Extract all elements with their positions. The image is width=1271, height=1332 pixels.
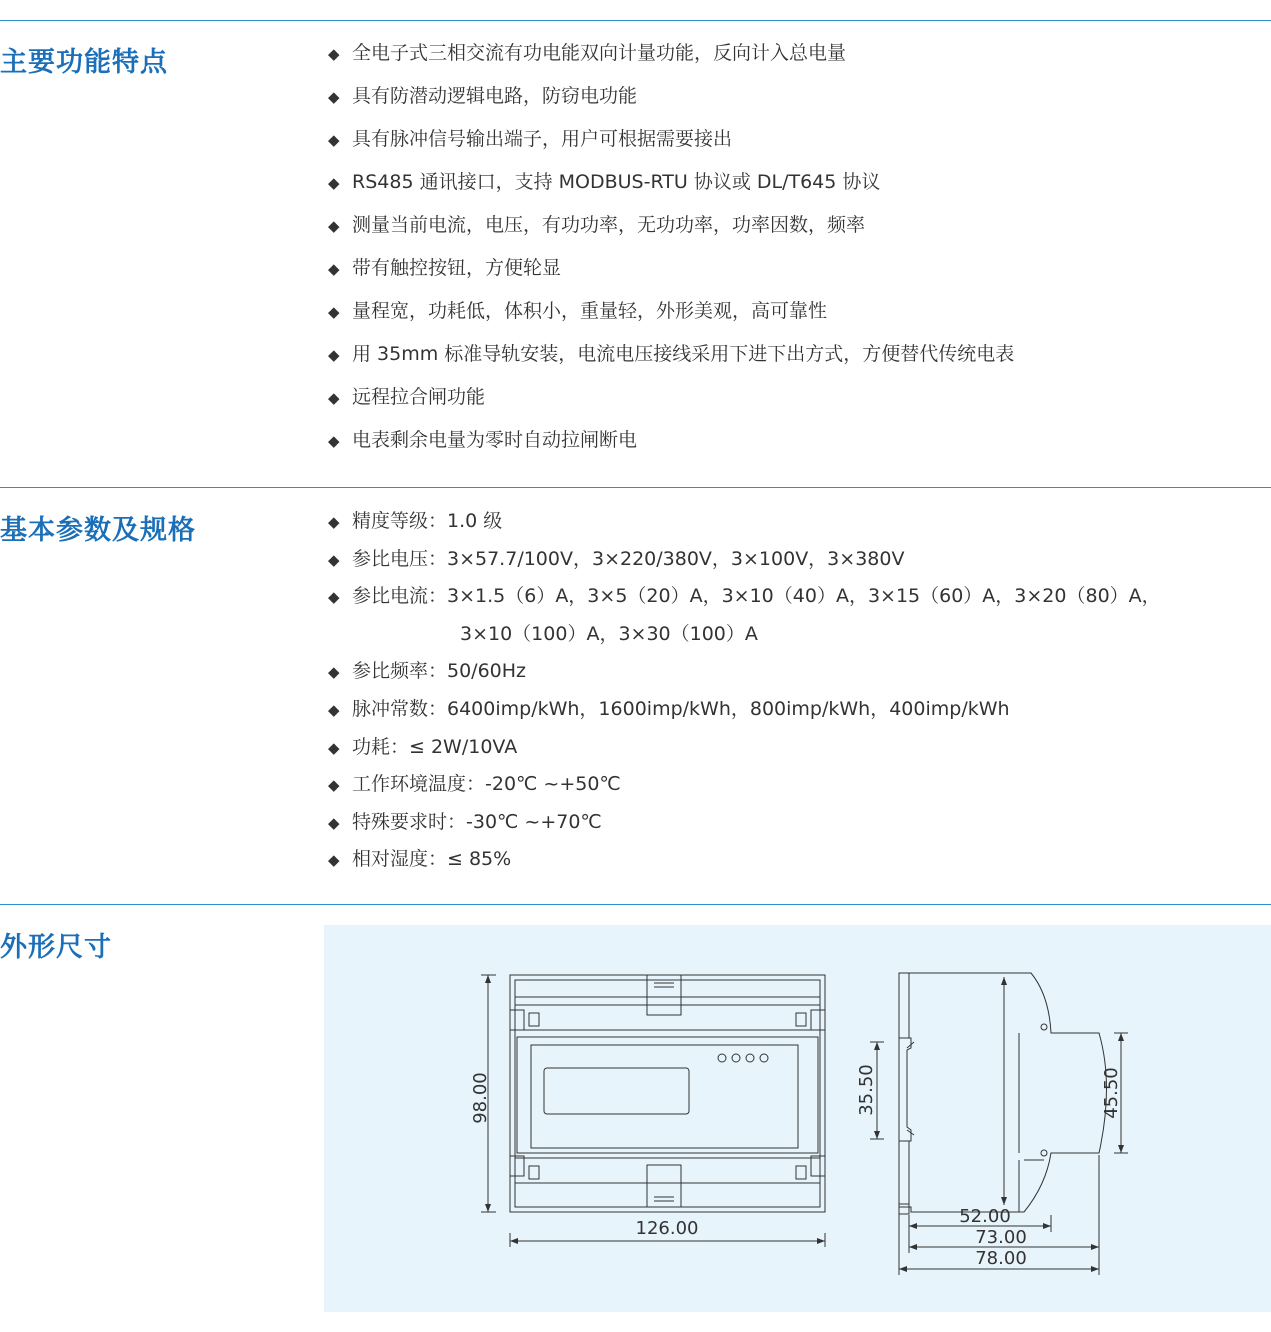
list-item: ◆ 全电子式三相交流有功电能双向计量功能，反向计入总电量 <box>328 42 847 64</box>
list-item: ◆ 功耗：≤ 2W/10VA <box>328 735 518 758</box>
features-list <box>328 41 1014 471</box>
list-item: ◆ 具有脉冲信号输出端子，用户可根据需要接出 <box>328 128 733 150</box>
diamond-bullet-icon: ◆ <box>328 700 340 719</box>
list-item: ◆ 参比频率：50/60Hz <box>328 660 527 683</box>
list-item: ◆ 量程宽，功耗低，体积小，重量轻，外形美观，高可靠性 <box>328 300 828 322</box>
list-item: ◆ 带有触控按钮，方便轮显 <box>328 257 562 279</box>
depth-52-label: 52.00 <box>959 1206 1011 1227</box>
diamond-bullet-icon: ◆ <box>328 45 340 63</box>
diamond-bullet-icon: ◆ <box>328 776 340 795</box>
list-item: ◆ RS485 通讯接口，支持 MODBUS-RTU 协议或 DL/T645 协议 <box>328 171 881 193</box>
diamond-bullet-icon: ◆ <box>328 813 340 832</box>
diamond-bullet-icon: ◆ <box>328 550 340 569</box>
diamond-bullet-icon: ◆ <box>328 260 340 278</box>
top-divider <box>0 20 1271 21</box>
diamond-bullet-icon: ◆ <box>328 88 340 106</box>
diamond-bullet-icon: ◆ <box>328 738 340 757</box>
list-item: ◆ 远程拉合闸功能 <box>328 386 486 408</box>
diamond-bullet-icon: ◆ <box>328 851 340 870</box>
front-height-label: 98.00 <box>470 1072 491 1124</box>
rail-height-label: 35.50 <box>856 1064 877 1116</box>
dimension-drawing <box>324 925 1271 1312</box>
diamond-bullet-icon: ◆ <box>328 432 340 450</box>
diamond-bullet-icon: ◆ <box>328 303 340 321</box>
diamond-bullet-icon: ◆ <box>328 663 340 682</box>
list-item: ◆ 电表剩余电量为零时自动拉闸断电 <box>328 429 638 451</box>
diamond-bullet-icon: ◆ <box>328 513 340 531</box>
body-height-label: 45.50 <box>1101 1067 1122 1119</box>
diamond-bullet-icon: ◆ <box>328 174 340 192</box>
specs-list <box>328 509 1161 885</box>
list-item: ◆ 用 35mm 标准导轨安装，电流电压接线采用下进下出方式，方便替代传统电表 <box>328 343 1015 365</box>
diamond-bullet-icon: ◆ <box>328 389 340 407</box>
list-item: ◆ 脉冲常数：6400imp/kWh，1600imp/kWh，800imp/kWh，400imp/kWh <box>328 697 1010 720</box>
depth-78-label: 78.00 <box>975 1248 1027 1269</box>
list-item: ◆ 相对湿度：≤ 85% <box>328 848 512 871</box>
dimensions-divider <box>0 904 1271 905</box>
diamond-bullet-icon: ◆ <box>328 217 340 235</box>
list-item: ◆ 具有防潜动逻辑电路，防窃电功能 <box>328 85 638 107</box>
list-item: ◆ 精度等级：1.0 级 <box>328 510 503 532</box>
dimensions-title: 外形尺寸 <box>0 932 112 963</box>
list-item-continuation: 3×10（100）A，3×30（100）A <box>460 622 758 645</box>
diamond-bullet-icon: ◆ <box>328 131 340 149</box>
dimension-diagram <box>324 925 1271 1312</box>
specs-title: 基本参数及规格 <box>0 515 196 546</box>
list-item: ◆ 工作环境温度：-20℃ ~+50℃ <box>328 773 621 796</box>
list-item: ◆ 特殊要求时：-30℃ ~+70℃ <box>328 810 602 833</box>
front-width-label: 126.00 <box>635 1218 699 1239</box>
front-view <box>481 975 825 1247</box>
depth-73-label: 73.00 <box>975 1227 1027 1248</box>
specs-divider <box>0 487 1271 488</box>
list-item: ◆ 参比电流：3×1.5（6）A，3×5（20）A，3×10（40）A，3×15（60）A，3×20（80）A， <box>328 585 1161 608</box>
features-title: 主要功能特点 <box>0 47 168 78</box>
list-item: ◆ 参比电压：3×57.7/100V，3×220/380V，3×100V，3×380V <box>328 547 905 570</box>
diamond-bullet-icon: ◆ <box>328 346 340 364</box>
list-item: ◆ 测量当前电流，电压，有功功率，无功功率，功率因数，频率 <box>328 214 866 236</box>
diamond-bullet-icon: ◆ <box>328 588 340 607</box>
